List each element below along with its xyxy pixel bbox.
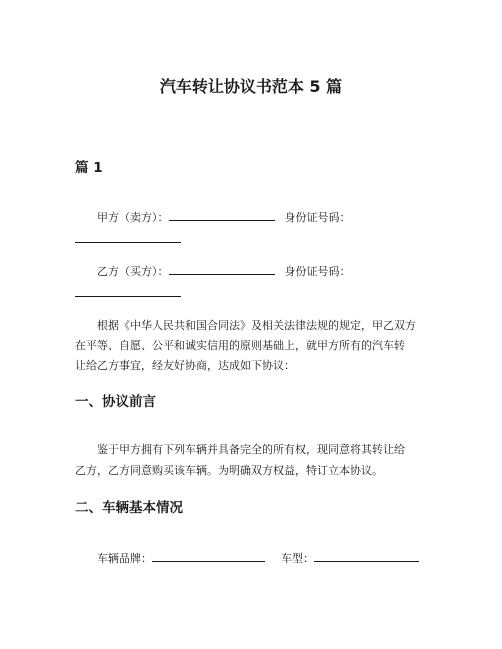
- brand-blank: [152, 550, 265, 562]
- vehicle-brand-line: [75, 549, 457, 568]
- section-2-title: 二、车辆基本情况: [75, 500, 183, 516]
- party-b-id-line: [75, 284, 435, 303]
- document-title: 汽车转让协议书范本 5 篇: [159, 77, 343, 96]
- party-b-blank: [169, 263, 275, 275]
- party-a-id-blank: [75, 231, 181, 243]
- intro-line-1: 根据《中华人民共和国合同法》及相关法律法规的规定，甲乙双方: [97, 319, 416, 332]
- intro-line-3: 让给乙方事宜，经友好协商，达成如下协议：: [75, 359, 295, 372]
- party-b-id-label: 身份证号码：: [284, 265, 351, 278]
- party-b-id-blank: [75, 285, 181, 297]
- section-1-line-1: 鉴于甲方拥有下列车辆并具备完全的所有权，现同意将其转让给: [97, 443, 405, 456]
- intro-line-2: 在平等、自愿、公平和诚实信用的原则基础上，就甲方所有的汽车转: [75, 339, 405, 352]
- party-b-label: 乙方（买方）：: [97, 265, 169, 278]
- section-1-title: 一、协议前言: [75, 394, 156, 410]
- party-a-label: 甲方（卖方）：: [97, 211, 169, 224]
- party-b-line: [75, 262, 457, 281]
- party-a-id-line: [75, 230, 435, 249]
- model-blank: [314, 550, 419, 562]
- section-1-line-2: 乙方，乙方同意购买该车辆。为明确双方权益，特订立本协议。: [75, 464, 383, 477]
- party-a-line: [75, 208, 457, 227]
- heading-part-1: 篇 1: [75, 160, 103, 176]
- party-a-blank: [169, 209, 275, 221]
- brand-label: 车辆品牌：: [97, 552, 152, 565]
- model-label: 车型：: [281, 552, 314, 565]
- party-a-id-label: 身份证号码：: [284, 211, 351, 224]
